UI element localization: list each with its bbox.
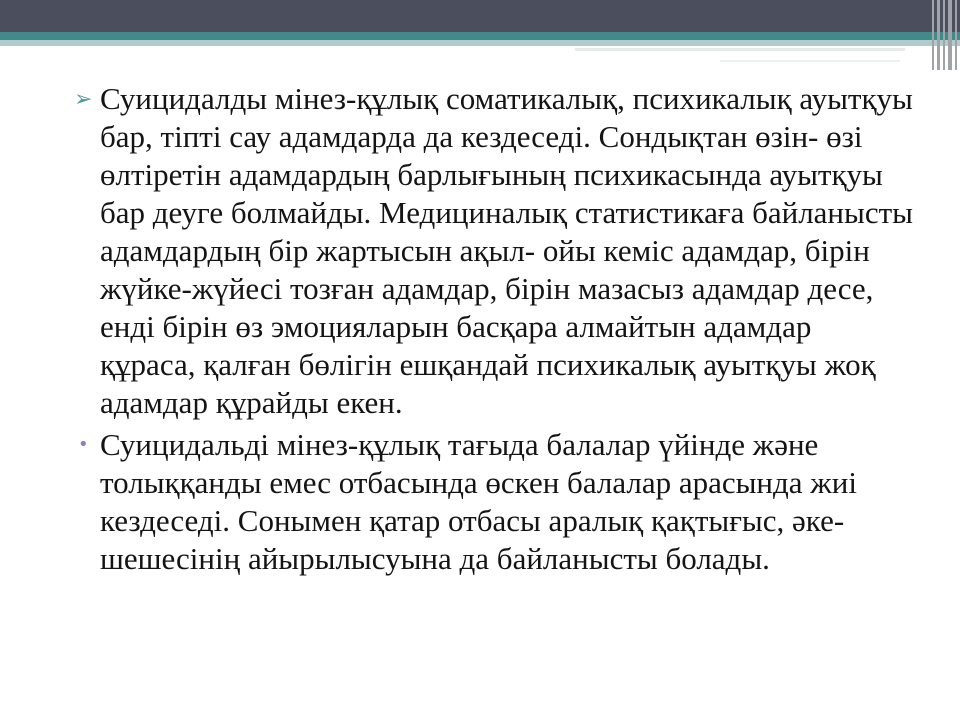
header-decor-line [720,60,900,62]
header-band [0,0,960,32]
header-light-stripe [0,40,960,46]
header-accent-stripe [0,32,960,40]
corner-decoration [930,0,960,70]
bullet-text: Суицидалды мінез-құлық соматикалық, психикалық ауытқуы бар, тіпті сау адамдарда да кездеседі. Сондықтан өзін- өзі өлтіретін адамдардың барлығының психикасында ауытқуы бар деуге болмайды. Медициналық статистикаға байланысты адамдардың бір жартысын ақыл- ойы кеміс адамдар, бірін жүйке-жүйесі тозған адамдар, бірін мазасыз адамдар десе, енді бірін өз эмоцияларын басқара алмайтын адамдар құраса, қалған бөлігін ешқандай психикалық ауытқуы жоқ адамдар құрайды екен. [100,81,913,420]
bullet-text: Суицидальді мінез-құлық тағыда балалар үйінде және толыққанды емес отбасында өскен балалар арасында жиі кездеседі. Сонымен қатар отбасы аралық қақтығыс, әке-шешесінің айырылысуына да байланысты болады. [100,427,857,576]
arrow-bullet-icon: ➢ [74,87,93,112]
bullet-item [74,80,914,422]
dot-bullet-icon: • [78,434,89,455]
slide-body [74,80,914,582]
header-decor-line [575,48,905,51]
bullet-item [74,426,914,578]
